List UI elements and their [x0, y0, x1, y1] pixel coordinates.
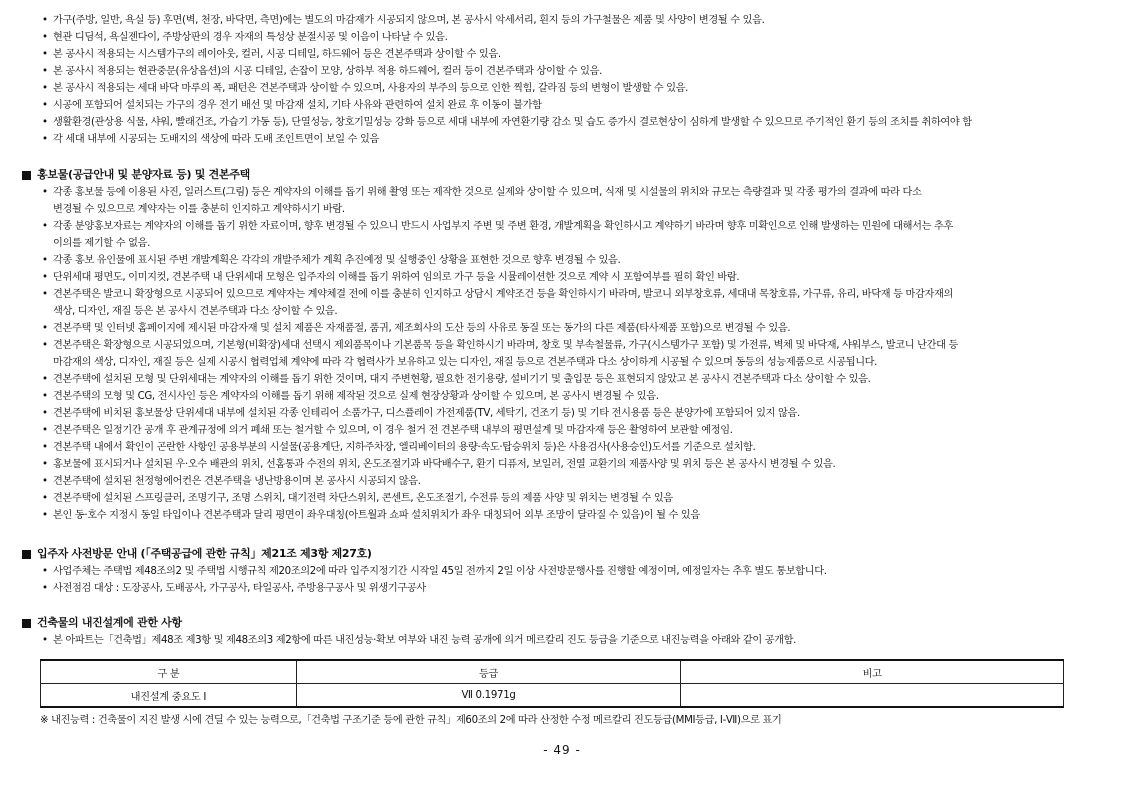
list-item-text: • 본 공사시 적용되는 세대 바닥 마루의 폭, 패턴은 견본주택과 상이할 수 있으며, 사용자의 부주의 등으로 인한 찍힘, 갈라짐 등의 변형이 발생할 수 있음.: [53, 83, 689, 94]
list-item-text: • 본 공사시 적용되는 현관중문(유상옵션)의 시공 디테일, 손잡이 모양, 상하부 적용 하드웨어, 컬러 등이 견본주택과 상이할 수 있음.: [53, 66, 603, 77]
visit-bullet-list: [39, 563, 1102, 597]
list-item-text: • 본 아파트는「건축법」제48조 제3항 및 제48조의3 제2항에 따른 내진성능·확보 여부와 내진 능력 공개에 의거 메르칼리 진도 등급을 기준으로 내진능력을 아래와 같이 공개함.: [53, 635, 797, 646]
page-number: - 49 -: [543, 743, 581, 757]
seismic-grade-table: [40, 659, 1064, 708]
cell-note: [681, 684, 1064, 708]
section-heading: [22, 614, 1102, 632]
list-item-text: • 각종 홍보 유인물에 표시된 주변 개발계획은 각각의 개발주체가 계획 추진예정 및 실행중인 상황을 표현한 것으로 향후 변경될 수 있음.: [53, 255, 621, 266]
list-item: [39, 388, 1102, 405]
list-item: [39, 218, 1102, 252]
list-item: [39, 439, 1102, 456]
list-item-text: • 본 공사시 적용되는 시스템가구의 레이아웃, 컬러, 시공 디테일, 하드웨어 등은 견본주택과 상이할 수 있음.: [53, 49, 501, 60]
list-item: [39, 473, 1102, 490]
list-item: [39, 405, 1102, 422]
list-item: [39, 269, 1102, 286]
list-item-text: 변경될 수 있으므로 계약자는 이를 충분히 인지하고 계약하시기 바람.: [53, 204, 345, 215]
list-item-text: • 생활환경(관상용 식물, 샤워, 빨래건조, 가습기 가동 등), 단열성능, 창호기밀성능 강화 등으로 세대 내부에 자연환기량 감소 및 습도 증가시 결로현상이 심하게 발생할 수 있으므로 주기적인 환기 등의 조치를 취하여야 함: [53, 117, 972, 128]
list-item: [39, 29, 1089, 46]
list-item-text: • 각 세대 내부에 시공되는 도배지의 색상에 따라 도배 조인트면이 보일 수 있음: [53, 134, 379, 145]
list-item-text: • 견본주택은 확장형으로 시공되었으며, 기본형(비확장)세대 선택시 제외품목이나 기본품목 등을 확인하시기 바라며, 창호 및 부속철물류, 가구(시스템가구 포함) 및 가전류, 벽체 및 바닥재, 샤워부스, 발코니 난간대 등: [53, 340, 958, 351]
list-item-text: 마감재의 색상, 디자인, 재질 등은 실제 시공시 협력업체 계약에 따라 각 협력사가 보유하고 있는 디자인, 재질 등으로 견본주택과 다소 상이하게 시공될 수 있으며 동등의 성능제품으로 시공됩니다.: [53, 357, 878, 368]
list-item-text: • 견본주택은 발코니 확장형으로 시공되어 있으므로 계약자는 계약체결 전에 이를 충분히 인지하고 상담시 계약조건 등을 확인하시기 바라며, 발코니 외부창호류, 세대내 목창호류, 가구류, 유리, 바닥재 등 마감자재의: [53, 289, 953, 300]
intro-bullet-list: [39, 12, 1089, 148]
list-item-text: • 사업주체는 주택법 제48조의2 및 주택법 시행규칙 제20조의2에 따라 입주지정기간 시작일 45일 전까지 2일 이상 사전방문행사를 진행할 예정이며, 예정일자는 추후 별도 통보합니다.: [53, 566, 827, 577]
list-item: [39, 97, 1089, 114]
promo-bullet-list: [39, 184, 1102, 524]
list-item: [39, 131, 1089, 148]
list-item: [39, 320, 1102, 337]
square-bullet-icon: [22, 171, 31, 180]
list-item: [39, 80, 1089, 97]
list-item-text: • 각종 분양홍보자료는 계약자의 이해를 돕기 위한 자료이며, 향후 변경될 수 있으니 반드시 사업부지 주변 및 주변 환경, 개발계획을 확인하시고 계약하기 바라며 향후 미확인으로 인해 발생하는 민원에 대해서는 추후: [53, 221, 953, 232]
list-item-text: • 홍보물에 표시되거나 설치된 우·오수 배관의 위치, 선홈통과 수전의 위치, 온도조절기과 바닥배수구, 환기 디퓨저, 보일러, 전열 교환기의 제품사양 및 위치 등은 본 공사시 변경될 수 있음.: [53, 459, 836, 470]
list-item: [39, 371, 1102, 388]
list-item-text: • 본인 동·호수 지정시 동일 타입이나 견본주택과 달리 평면이 좌우대칭(아트월과 쇼파 설치위치가 좌우 대칭되어 외부 조망이 달라질 수 있음)이 될 수 있음: [53, 510, 700, 521]
seismic-bullet-list: [39, 632, 1102, 649]
list-item: [39, 252, 1102, 269]
list-item: [39, 580, 1102, 597]
list-item: [39, 507, 1102, 524]
list-item-text: • 견본주택 및 인터넷 홈페이지에 제시된 마감자재 및 설치 제품은 자재품절, 품귀, 제조회사의 도산 등의 사유로 동질 또는 동가의 다른 제품(타사제품 포함)으로 변경될 수 있음.: [53, 323, 791, 334]
list-item-text: • 견본주택에 설치된 모형 및 단위세대는 계약자의 이해를 돕기 위한 것이며, 대지 주변현황, 필요한 전기용량, 설비기기 및 출입문 등은 표현되지 않았고 본 공사시 견본주택과 다소 상이할 수 있음.: [53, 374, 871, 385]
list-item: [39, 46, 1089, 63]
table-header-row: [41, 660, 1064, 684]
visit-section: [22, 545, 1102, 597]
list-item-text: • 각종 홍보물 등에 이용된 사진, 일러스트(그림) 등은 계약자의 이해를 돕기 위해 촬영 또는 제작한 것으로 실제와 상이할 수 있으며, 식재 및 시설물의 위치와 규모는 측량결과 및 각종 평가의 결과에 따라 다소: [53, 187, 922, 198]
header-grade: 등급: [296, 660, 681, 684]
list-item: [39, 114, 1089, 131]
promo-title: 홍보물(공급안내 및 분양자료 등) 및 견본주택: [37, 168, 250, 181]
list-item: [39, 456, 1102, 473]
list-item-text: • 견본주택의 모형 및 CG, 전시사인 등은 계약자의 이해를 돕기 위해 제작된 것으로 실제 현장상황과 상이할 수 있으며, 본 공사시 변경될 수 있음.: [53, 391, 659, 402]
list-item-text: 색상, 디자인, 재질 등은 본 공사시 견본주택과 다소 상이할 수 있음.: [53, 306, 338, 317]
header-category: 구 분: [41, 660, 297, 684]
seismic-footnote: ※ 내진능력 : 건축물이 지진 발생 시에 견딜 수 있는 능력으로,「건축법 구조기준 등에 관한 규칙」제60조의 2에 따라 산정한 수정 메르칼리 진도등급(MMI등급, Ⅰ-Ⅶ)으로 표기: [40, 715, 782, 726]
list-item-text: 이의를 제기할 수 없음.: [53, 238, 150, 249]
list-item-text: • 단위세대 평면도, 이미지컷, 견본주택 내 단위세대 모형은 입주자의 이해를 돕기 위하여 임의로 가구 등을 시뮬레이션한 것으로 계약 시 포함여부를 필히 확인 바람.: [53, 272, 740, 283]
list-item-text: • 견본주택에 비치된 홍보물상 단위세대 내부에 설치된 각종 인테리어 소품가구, 디스플레이 가전제품(TV, 세탁기, 건조기 등) 및 기타 전시용품 등은 분양가에 포함되어 있지 않음.: [53, 408, 800, 419]
list-item: [39, 63, 1089, 80]
table-row: [41, 684, 1064, 708]
list-item-text: • 현관 디딤석, 욕실젠다이, 주방상판의 경우 자재의 특성상 분절시공 및 이음이 나타날 수 있음.: [53, 32, 448, 43]
list-item: [39, 184, 1102, 218]
header-note: 비고: [681, 660, 1064, 684]
square-bullet-icon: [22, 550, 31, 559]
square-bullet-icon: [22, 619, 31, 628]
section-heading: [22, 545, 1102, 563]
list-item-text: • 견본주택은 일정기간 공개 후 관계규정에 의거 폐쇄 또는 철거할 수 있으며, 이 경우 철거 전 견본주택 내부의 평면설계 및 마감자재 등은 촬영하여 보관할 예정임.: [53, 425, 733, 436]
list-item: [39, 286, 1102, 320]
seismic-section: [22, 614, 1102, 649]
list-item-text: • 견본주택에 설치된 스프링클러, 조명기구, 조명 스위치, 대기전력 차단스위치, 콘센트, 온도조절기, 수전류 등의 제품 사양 및 위치는 변경될 수 있음: [53, 493, 673, 504]
cell-grade: Ⅶ 0.1971g: [296, 684, 681, 708]
list-item-text: • 견본주택에 설치된 천정형에어컨은 견본주택을 냉난방용이며 본 공사시 시공되지 않음.: [53, 476, 421, 487]
list-item: [39, 490, 1102, 507]
seismic-title: 건축물의 내진설계에 관한 사항: [37, 616, 182, 629]
visit-title: 입주자 사전방문 안내 (「주택공급에 관한 규칙」제21조 제3항 제27호): [37, 547, 372, 560]
list-item: [39, 563, 1102, 580]
list-item-text: • 사전점검 대상 : 도장공사, 도배공사, 가구공사, 타일공사, 주방용구공사 및 위생기구공사: [53, 583, 426, 594]
list-item-text: • 시공에 포함되어 설치되는 가구의 경우 전기 배선 및 마감재 설치, 기타 사유와 관련하여 설치 완료 후 이동이 불가함: [53, 100, 542, 111]
list-item: [39, 12, 1089, 29]
list-item: [39, 337, 1102, 371]
promo-section: [22, 166, 1102, 524]
cell-category: 내진설계 중요도 Ⅰ: [41, 684, 297, 708]
list-item-text: • 가구(주방, 일반, 욕실 등) 후면(벽, 천장, 바닥면, 측면)에는 별도의 마감재가 시공되지 않으며, 본 공사시 악세서리, 흰지 등의 가구철물은 제품 및 사양이 변경될 수 있음.: [53, 15, 765, 26]
list-item-text: • 견본주택 내에서 확인이 곤란한 사항인 공용부분의 시설물(공용계단, 지하주차장, 엘리베이터의 용량·속도·탑승위치 등)은 사용검사(사용승인)도서를 기준으로 설치함.: [53, 442, 756, 453]
list-item: [39, 632, 1102, 649]
section-heading: [22, 166, 1102, 184]
list-item: [39, 422, 1102, 439]
